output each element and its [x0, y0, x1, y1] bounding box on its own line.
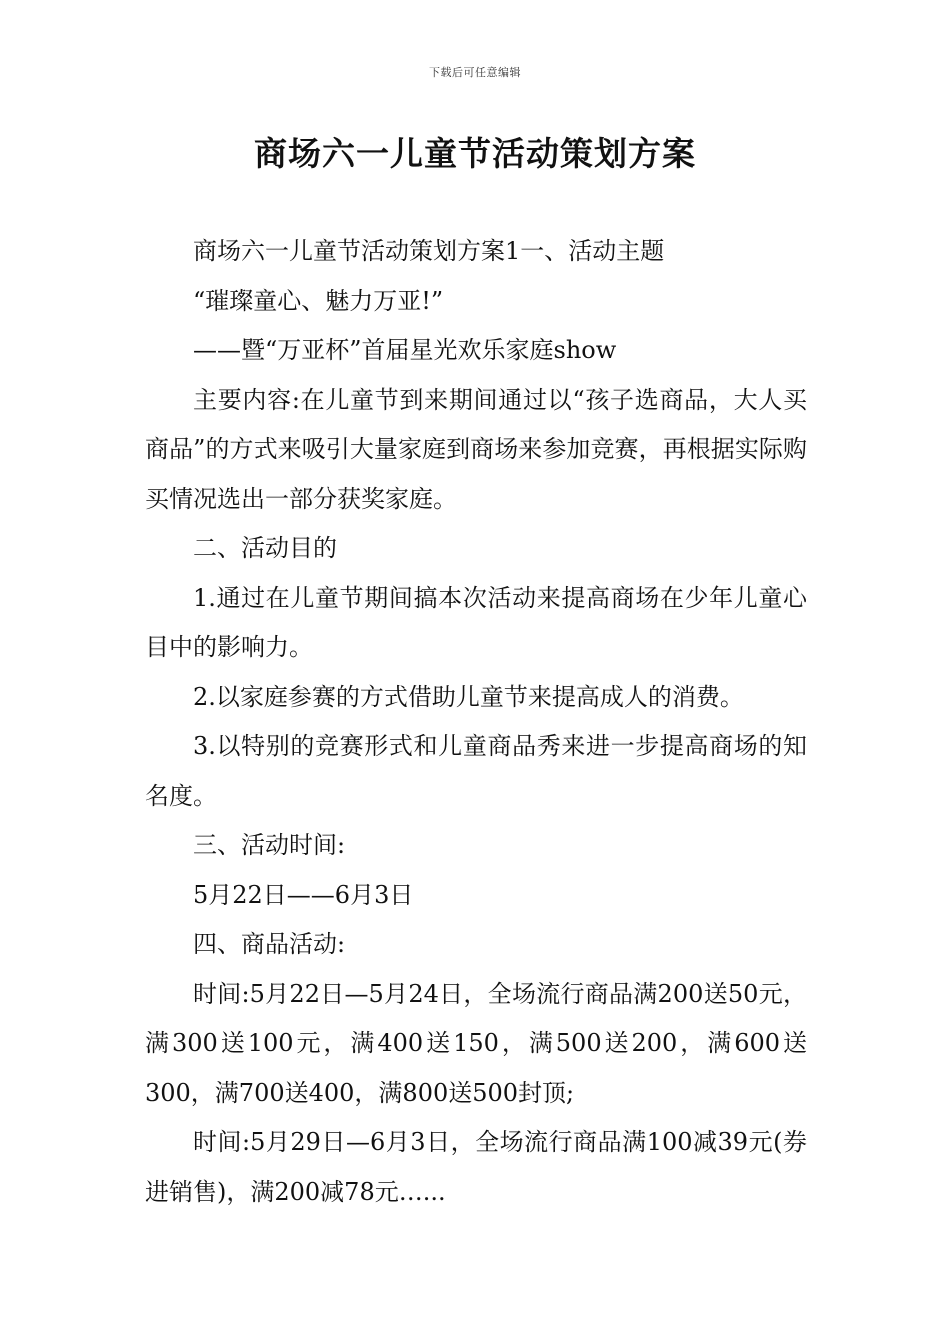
paragraph-theme-heading: 商场六一儿童节活动策划方案1一、活动主题 [193, 237, 665, 265]
paragraph-main-content: 主要内容:在儿童节到来期间通过以“孩子选商品，大人买商品”的方式来吸引大量家庭到商场来参加竞赛，再根据实际购买情况选出一部分获奖家庭。 [145, 385, 807, 513]
paragraph-time-range: 5月22日——6月3日 [193, 880, 414, 909]
document-body [145, 227, 807, 1217]
paragraph-subtitle: ——暨“万亚杯”首届星光欢乐家庭show [193, 336, 617, 364]
paragraph-slogan: “璀璨童心、魅力万亚!” [193, 286, 444, 315]
paragraph-promo-2: 时间:5月29日—6月3日，全场流行商品满100减39元(券进销售)，满200减78元…... [145, 1128, 807, 1206]
paragraph-time-heading: 三、活动时间: [193, 831, 346, 859]
paragraph-promo-1: 时间:5月22日—5月24日，全场流行商品满200送50元，满300送100元，满400送150，满500送200，满600送300，满700送400，满800送500封顶; [145, 979, 807, 1107]
paragraph-purpose-1: 1.通过在儿童节期间搞本次活动来提高商场在少年儿童心目中的影响力。 [145, 583, 807, 661]
header-note: 下载后可任意编辑 [429, 66, 521, 79]
document-title: 商场六一儿童节活动策划方案 [254, 134, 696, 173]
paragraph-purpose-2: 2.以家庭参赛的方式借助儿童节来提高成人的消费。 [193, 682, 744, 711]
paragraph-purpose-3: 3.以特别的竞赛形式和儿童商品秀来进一步提高商场的知名度。 [145, 732, 807, 810]
paragraph-purpose-heading: 二、活动目的 [193, 534, 337, 562]
paragraph-goods-heading: 四、商品活动: [193, 930, 346, 958]
